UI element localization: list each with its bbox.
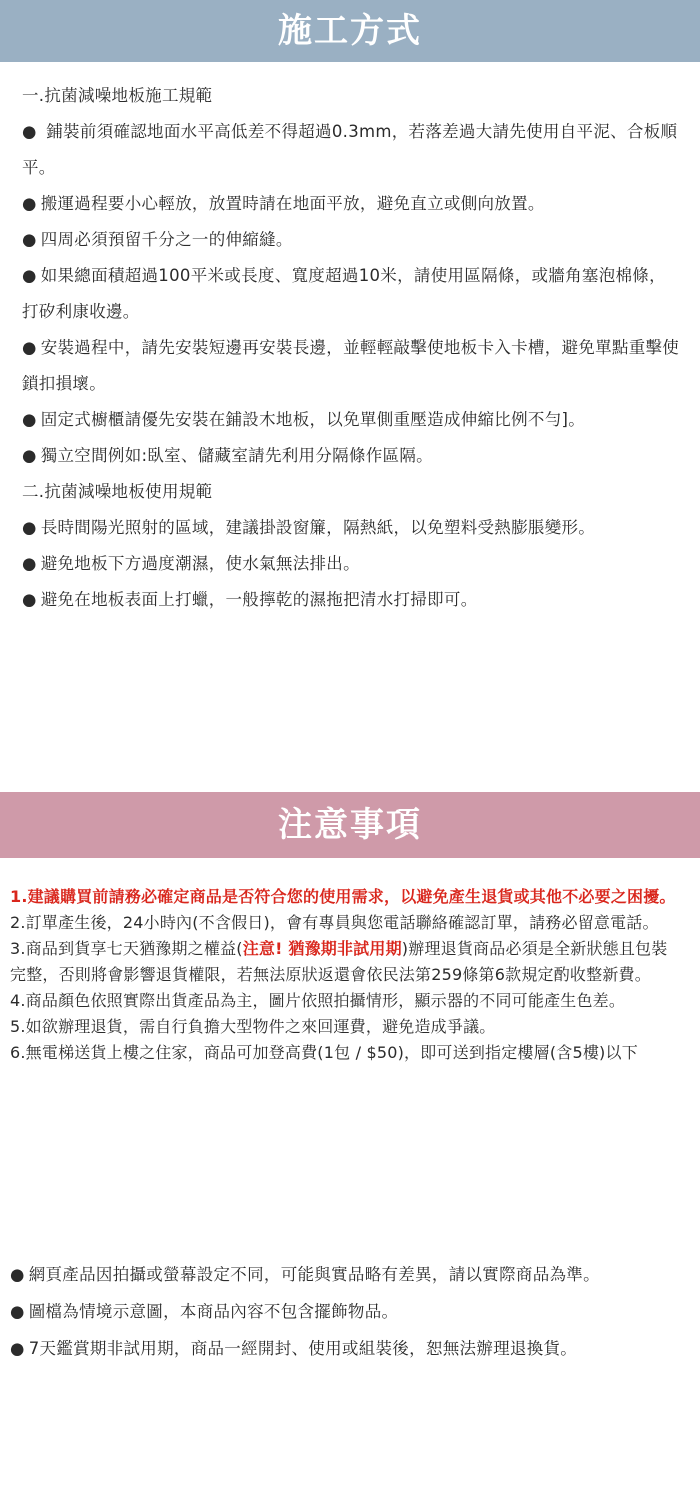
footer-section (10, 1256, 680, 1367)
usage-item-3: ● 避免在地板表面上打蠟，一般擰乾的濕拖把清水打掃即可。 (22, 590, 478, 609)
bullet-icon: ● (22, 122, 37, 141)
usage-item-2: ● 避免地板下方過度潮濕，使水氣無法排出。 (22, 554, 360, 573)
note-4: 4.商品顏色依照實際出貨產品為主，圖片依照拍攝情形，顯示器的不同可能產生色差。 (10, 991, 626, 1010)
bullet-icon: ● (22, 446, 37, 465)
note-6: 6.無電梯送貨上樓之住家，商品可加登高費(1包 / $50)，即可送到指定樓層(含5樓)以下 (10, 1043, 638, 1062)
bullet-icon: ● (10, 1302, 25, 1321)
note-3-warning: 注意! 猶豫期非試用期 (242, 939, 402, 958)
note-1: 1.建議購買前請務必確定商品是否符合您的使用需求，以避免產生退貨或其他不必要之困擾。 (10, 887, 676, 906)
footer-item-3: ● 7天鑑賞期非試用期，商品一經開封、使用或組裝後，恕無法辦理退換貨。 (10, 1339, 578, 1358)
install-item-3: ● 四周必須預留千分之一的伸縮縫。 (22, 230, 293, 249)
note-3: 3.商品到貨享七天猶豫期之權益(注意! 猶豫期非試用期)辦理退貨商品必須是全新狀態且包裝完整，否則將會影響退貨權限，若無法原狀返還會依民法第259條第6款規定酌收整新費。 (10, 939, 668, 984)
install-item-4: ● 如果總面積超過100平米或長度、寬度超過10米，請使用區隔條，或牆角塞泡棉條，打矽利康收邊。 (22, 266, 666, 321)
install-item-5: ● 安裝過程中，請先安裝短邊再安裝長邊，並輕輕敲擊使地板卡入卡槽，避免單點重擊使鎖扣損壞。 (22, 338, 680, 393)
bullet-icon: ● (22, 410, 37, 429)
bullet-icon: ● (10, 1339, 25, 1358)
install-item-2: ● 搬運過程要小心輕放，放置時請在地面平放，避免直立或側向放置。 (22, 194, 545, 213)
notes-section (10, 884, 680, 1066)
bullet-icon: ● (22, 518, 37, 537)
bullet-icon: ● (10, 1265, 25, 1284)
bullet-icon: ● (22, 266, 37, 285)
footer-item-2: ● 圖檔為情境示意圖，本商品內容不包含擺飾物品。 (10, 1302, 399, 1321)
install-item-6: ● 固定式櫥櫃請優先安裝在鋪設木地板，以免單側重壓造成伸縮比例不勻]。 (22, 410, 586, 429)
install-heading-2: 二.抗菌減噪地板使用規範 (22, 482, 213, 501)
bullet-icon: ● (22, 194, 37, 213)
bullet-icon: ● (22, 230, 37, 249)
install-heading-1: 一.抗菌減噪地板施工規範 (22, 86, 213, 105)
install-item-7: ● 獨立空間例如:臥室、儲藏室請先利用分隔條作區隔。 (22, 446, 433, 465)
install-section (22, 78, 682, 618)
bullet-icon: ● (22, 554, 37, 573)
bullet-icon: ● (22, 338, 37, 357)
note-2: 2.訂單產生後，24小時內(不含假日)，會有專員與您電話聯絡確認訂單，請務必留意電話。 (10, 913, 659, 932)
install-title-banner: 施工方式 (0, 0, 700, 62)
usage-item-1: ● 長時間陽光照射的區域，建議掛設窗簾，隔熱紙，以免塑料受熱膨脹變形。 (22, 518, 596, 537)
bullet-icon: ● (22, 590, 37, 609)
notes-title-banner: 注意事項 (0, 792, 700, 858)
note-5: 5.如欲辦理退貨，需自行負擔大型物件之來回運費，避免造成爭議。 (10, 1017, 496, 1036)
footer-item-1: ● 網頁產品因拍攝或螢幕設定不同，可能與實品略有差異，請以實際商品為準。 (10, 1265, 600, 1284)
install-item-1: ● 鋪裝前須確認地面水平高低差不得超過0.3mm，若落差過大請先使用自平泥、合板順平。 (22, 122, 678, 177)
